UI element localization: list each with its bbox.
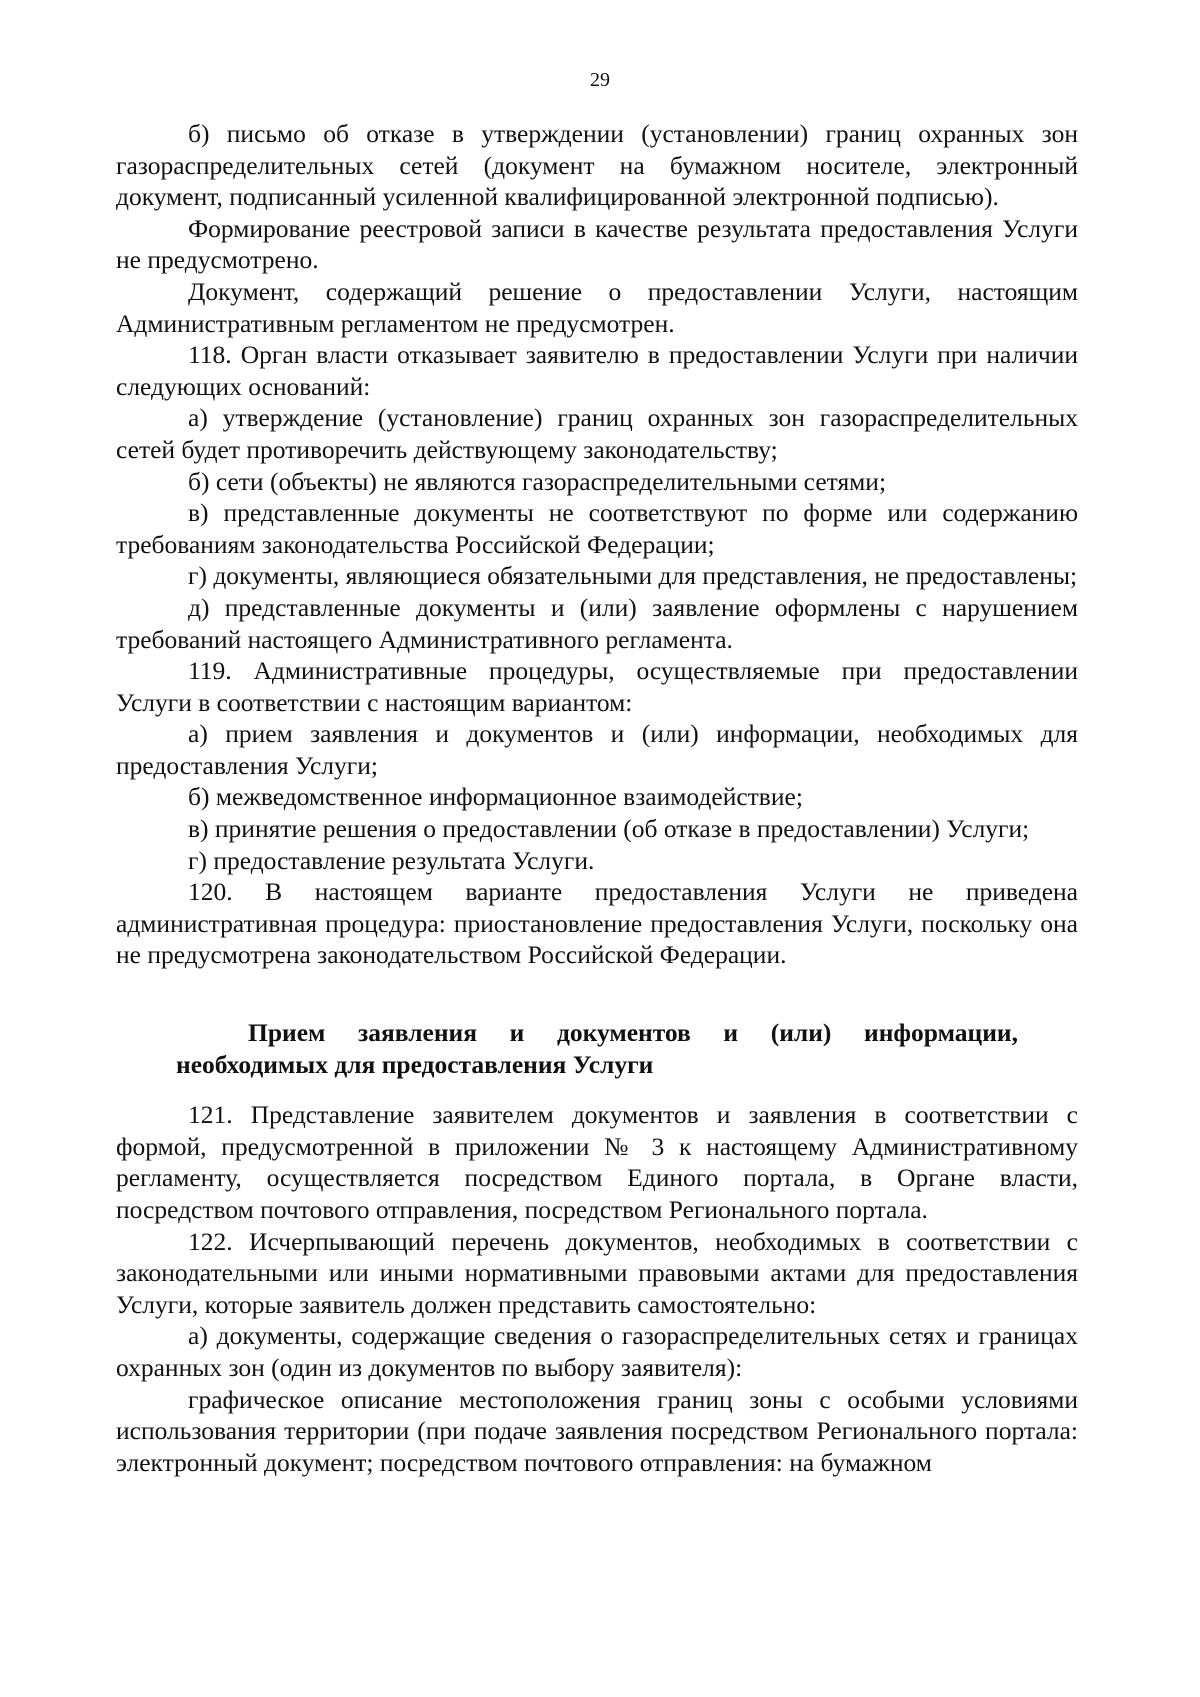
paragraph: 122. Исчерпывающий перечень документов, необходимых в соответствии с законодательными или иными нормативными правовыми актами для предоставления Услуги, которые заявитель должен представить самостоятельно: (116, 1226, 1078, 1319)
paragraph: Формирование реестровой записи в качестве результата предоставления Услуги не предусмотрено. (116, 213, 1078, 275)
paragraph: 118. Орган власти отказывает заявителю в предоставлении Услуги при наличии следующих оснований: (116, 340, 1078, 401)
paragraph: б) межведомственное информационное взаимодействие; (188, 782, 803, 812)
spacer (116, 971, 1078, 1017)
paragraph: а) прием заявления и документов и (или) информации, необходимых для предоставления Услуги; (116, 719, 1078, 780)
paragraph: д) представленные документы и (или) заявление оформлены с нарушением требований настоящего Административного регламента. (116, 592, 1078, 654)
document-body (116, 118, 1078, 1478)
paragraph: 120. В настоящем варианте предоставления Услуги не приведена административная процедура: приостановление предоставления Услуги, поскольку она не предусмотрена законодательством Российской Федерации. (116, 877, 1078, 970)
paragraph: в) принятие решения о предоставлении (об отказе в предоставлении) Услуги; (188, 814, 1030, 844)
spacer (116, 1080, 1078, 1099)
paragraph: в) представленные документы не соответствуют по форме или содержанию требованиям законодательства Российской Федерации; (116, 498, 1078, 559)
section-heading: Прием заявления и документов и (или) информации, необходимых для предоставления Услуги (176, 1018, 1018, 1079)
paragraph: г) предоставление результата Услуги. (188, 845, 595, 875)
paragraph: б) письмо об отказе в утверждении (установлении) границ охранных зон газораспределительных сетей (документ на бумажном носителе, электронный документ, подписанный усиленной квалифицированной электронной подписью). (116, 119, 1078, 212)
paragraph: а) документы, содержащие сведения о газораспределительных сетях и границах охранных зон (один из документов по выбору заявителя): (116, 1321, 1078, 1382)
paragraph: 121. Представление заявителем документов и заявления в соответствии с формой, предусмотренной в приложении № 3 к настоящему Административному регламенту, осуществляется посредством Единого портала, в Органе власти, посредством почтового отправления, посредством Регионального портала. (116, 1100, 1078, 1224)
paragraph: графическое описание местоположения границ зоны с особыми условиями использования территории (при подаче заявления посредством Регионального портала: электронный документ; посредством почтового отправления: на бумажном (116, 1384, 1078, 1477)
paragraph: б) сети (объекты) не являются газораспределительными сетями; (188, 466, 887, 496)
paragraph: 119. Административные процедуры, осуществляемые при предоставлении Услуги в соответствии с настоящим вариантом: (116, 656, 1078, 717)
paragraph: а) утверждение (установление) границ охранных зон газораспределительных сетей будет противоречить действующему законодательству; (116, 403, 1078, 464)
paragraph: г) документы, являющиеся обязательными для представления, не предоставлены; (188, 561, 1078, 591)
page-number: 29 (590, 69, 610, 91)
paragraph: Документ, содержащий решение о предоставлении Услуги, настоящим Административным регламентом не предусмотрен. (116, 276, 1078, 338)
